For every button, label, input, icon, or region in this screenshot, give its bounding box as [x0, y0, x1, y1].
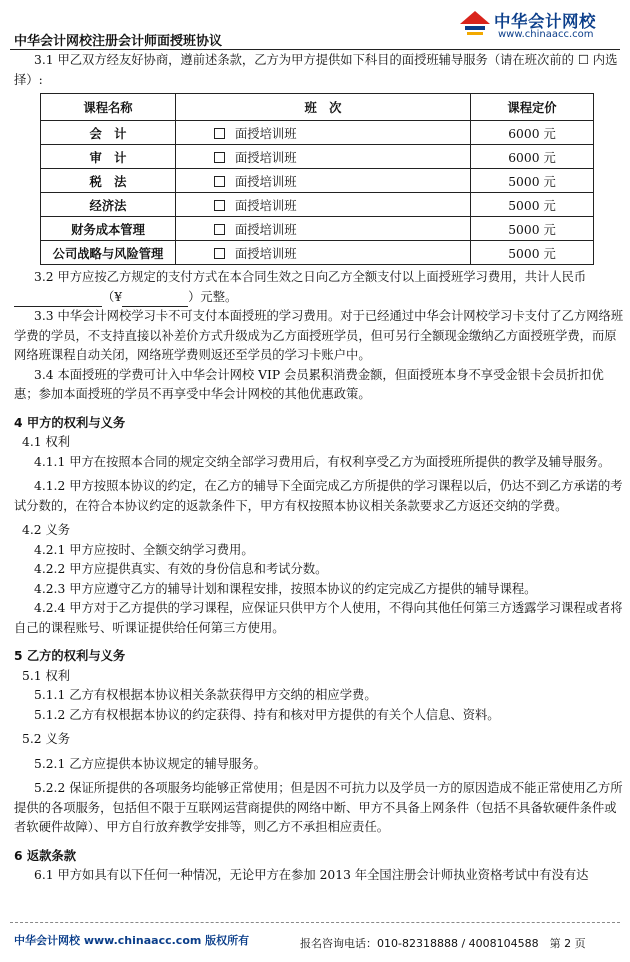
checkbox[interactable]: [214, 224, 225, 235]
table-row: [41, 145, 594, 169]
col-header-price: 课程定价: [471, 94, 594, 121]
clause-4-1: 4.1 权利: [22, 435, 71, 449]
logo-icon: [458, 8, 492, 42]
col-header-class: 班 次: [176, 94, 471, 121]
col-header-course: 课程名称: [41, 94, 176, 121]
course-name: 税 法: [41, 169, 176, 193]
course-name: 公司战略与风险管理: [41, 241, 176, 265]
course-name: 财务成本管理: [41, 217, 176, 241]
checkbox[interactable]: [214, 128, 225, 139]
clause-5-2: 5.2 义务: [22, 732, 71, 746]
clause-5-1: 5.1 权利: [22, 668, 71, 683]
course-name: 审 计: [41, 145, 176, 169]
course-price: 6000 元: [471, 145, 594, 169]
clause-4-2-2: 4.2.2 甲方应提供真实、有效的身份信息和考试分数。: [34, 562, 328, 576]
clause-5-1-1: 5.1.1 乙方有权根据本协议相关条款获得甲方交纳的相应学费。: [34, 688, 377, 702]
course-name: 经济法: [41, 193, 176, 217]
clause-6-1: 6.1 甲方如具有以下任何一种情况，无论甲方在参加 2013 年全国注册会计师执业资格考试中有没有达: [34, 868, 589, 882]
logo-url: www.chinaacc.com: [498, 29, 594, 40]
class-label: 面授培训班: [235, 150, 297, 165]
class-label: 面授培训班: [235, 198, 297, 213]
page-header: [0, 0, 630, 52]
clause-4-1-1: 4.1.1 甲方在按照本合同的规定交纳全部学习费用后，有权利享受乙方为面授班所提供的教学及辅导服务。: [34, 454, 611, 469]
clause-3-2: [14, 268, 624, 307]
course-price: 5000 元: [471, 193, 594, 217]
table-row: [41, 241, 594, 265]
class-option: [176, 241, 471, 265]
clause-4-2: 4.2 义务: [22, 523, 71, 537]
course-price: 5000 元: [471, 241, 594, 265]
brand-logo: [458, 8, 618, 48]
clause-5-1-2: 5.1.2 乙方有权根据本协议的约定获得、持有和核对甲方提供的有关个人信息、资料。: [34, 707, 500, 722]
table-header-row: [41, 94, 594, 121]
logo-name: 中华会计网校: [494, 12, 596, 31]
clause-5-2-2: 5.2.2 保证所提供的各项服务均能够正常使用；但是因不可抗力以及学员一方的原因造成不能正常使用乙方所提供的各项服务，包括但不限于互联网运营商提供的网络中断、甲方不具备上网条件（包括不具备软硬件条件或者软硬件故障）、甲方自行放弃教学安排等，则乙方不承担相应责任。: [14, 781, 623, 834]
class-option: [176, 217, 471, 241]
clause-3-1: 3.1 甲乙双方经友好协商，遵前述条款，乙方为甲方提供如下科目的面授班辅导服务（请在班次前的 ☐ 内选择）:: [14, 53, 618, 87]
course-name: 会 计: [41, 121, 176, 145]
amount-prefix: （¥: [102, 289, 123, 304]
section-6-title: 6 返款条款: [14, 848, 77, 863]
class-label: 面授培训班: [235, 126, 297, 141]
class-option: [176, 193, 471, 217]
checkbox[interactable]: [214, 176, 225, 187]
footer-contact: 报名咨询电话：010-82318888 / 4008104588 第 2 页: [300, 937, 586, 950]
footer-copyright: 中华会计网校 www.chinaacc.com 版权所有: [14, 934, 250, 947]
clause-4-2-3: 4.2.3 甲方应遵守乙方的辅导计划和课程安排，按照本协议的约定完成乙方提供的辅导课程。: [34, 581, 537, 596]
table-row: [41, 121, 594, 145]
clause-5-2-1: 5.2.1 乙方应提供本协议规定的辅导服务。: [34, 756, 266, 771]
section-5-title: 5 乙方的权利与义务: [14, 649, 126, 663]
document-body: [14, 51, 624, 886]
class-option: [176, 169, 471, 193]
checkbox[interactable]: [214, 248, 225, 259]
clause-4-1-2: 4.1.2 甲方按照本协议的约定，在乙方的辅导下全面完成乙方所提供的学习课程以后，仍达不到乙方承诺的考试分数的，在符合本协议约定的返款条件下，甲方有权按照本协议相关条款要求乙方返还交纳的学费。: [14, 479, 623, 513]
class-option: [176, 121, 471, 145]
amount-words-field[interactable]: [14, 291, 102, 307]
class-option: [176, 145, 471, 169]
clause-3-3: 3.3 中华会计网校学习卡不可支付本面授班的学习费用。对于已经通过中华会计网校学习卡支付了乙方网络班学费的学员，不支持直接以补差价方式升级成为乙方面授班学员，但可另行全额现金缴纳乙方面授班学费，而原网络班课程自动关闭，网络班学费则返还至学员的学习卡账户中。: [14, 309, 624, 362]
class-label: 面授培训班: [235, 246, 297, 261]
class-label: 面授培训班: [235, 222, 297, 237]
class-label: 面授培训班: [235, 174, 297, 189]
clause-3-4: 3.4 本面授班的学费可计入中华会计网校 VIP 会员累积消费金额，但面授班本身不享受金银卡会员折扣优惠；参加本面授班的学员不再享受中华会计网校的其他优惠政策。: [14, 367, 604, 401]
section-4-title: 4 甲方的权利与义务: [14, 415, 126, 430]
clause-3-2-text: 3.2 甲方应按乙方规定的支付方式在本合同生效之日向乙方全额支付以上面授班学习费用，共计人民币: [34, 270, 587, 284]
checkbox[interactable]: [214, 200, 225, 211]
course-table: [40, 93, 594, 265]
table-row: [41, 217, 594, 241]
table-row: [41, 169, 594, 193]
page-footer: [0, 922, 630, 962]
amount-suffix: ）元整。: [188, 289, 238, 304]
document-title: 中华会计网校注册会计师面授班协议: [14, 34, 223, 49]
clause-4-2-4: 4.2.4 甲方对于乙方提供的学习课程，应保证只供甲方个人使用，不得向其他任何第三方透露学习课程或者将自己的课程账号、听课证提供给任何第三方使用。: [14, 601, 623, 635]
course-price: 5000 元: [471, 169, 594, 193]
amount-number-field[interactable]: [122, 291, 188, 307]
header-divider: [10, 49, 620, 50]
table-row: [41, 193, 594, 217]
checkbox[interactable]: [214, 152, 225, 163]
course-price: 6000 元: [471, 121, 594, 145]
course-price: 5000 元: [471, 217, 594, 241]
clause-4-2-1: 4.2.1 甲方应按时、全额交纳学习费用。: [34, 542, 254, 557]
footer-divider: [10, 922, 620, 923]
